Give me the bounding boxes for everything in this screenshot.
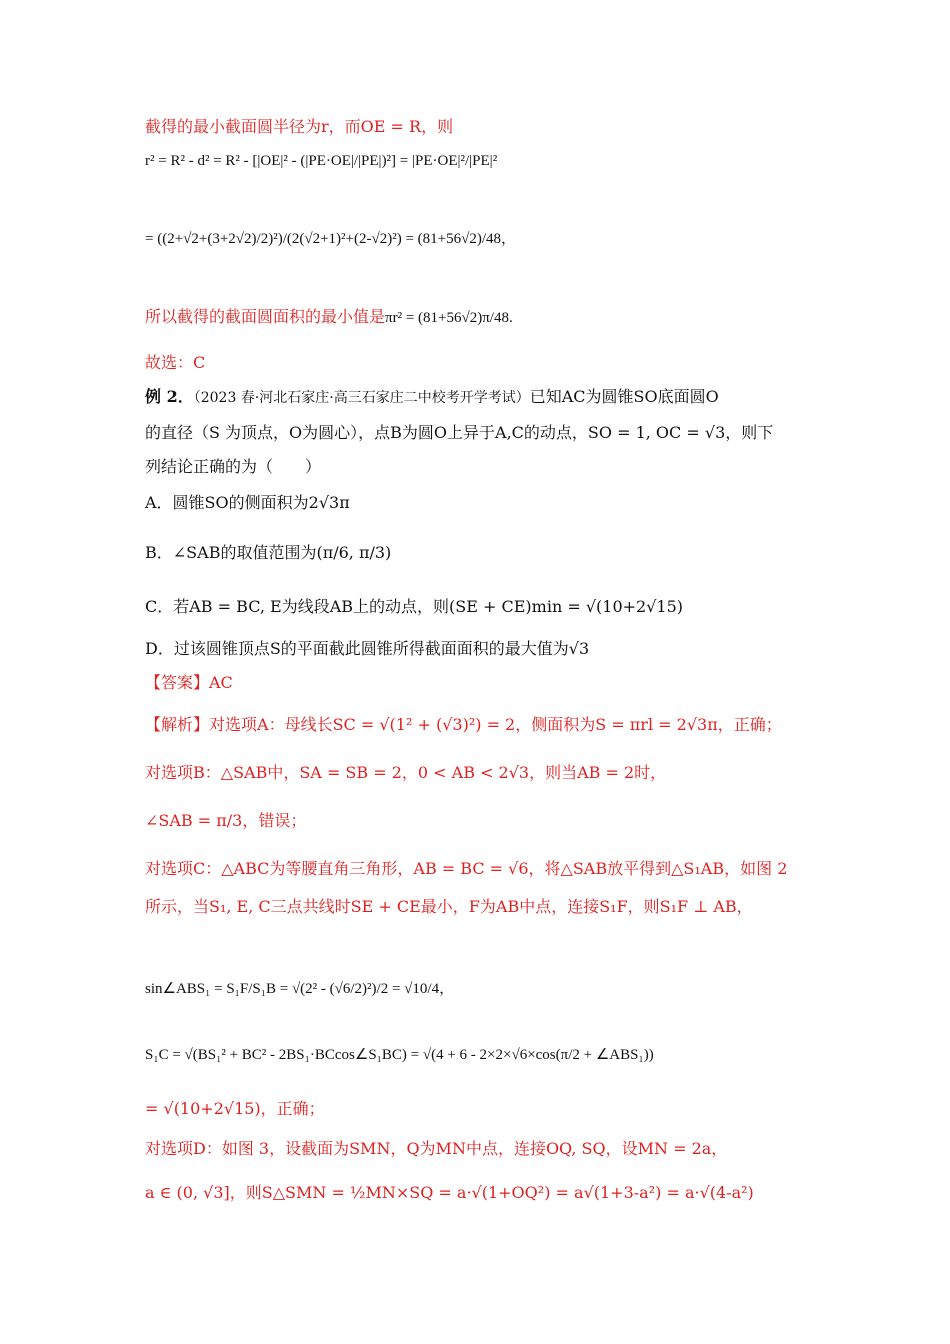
example-2-line-2 [145,422,830,444]
option-a-text: A．圆锥SO的侧面积为2√3π [145,493,350,512]
example-2-text-2: 的直径（S 为顶点，O为圆心），点B为圆O上异于A,C的动点，SO = 1, OC = √3，则下 [145,423,774,442]
analysis-c-1 [145,858,830,880]
analysis-a [145,714,830,736]
answer-line [145,672,830,694]
option-d [145,638,830,660]
analysis-c-text-5: = √(10+2√15)，正确； [145,1099,325,1118]
min-radius-text: 截得的最小截面圆半径为r，而OE = R，则 [145,117,454,136]
example-2-text-1: 已知AC为圆锥SO底面圆O [529,387,719,406]
min-radius-sentence [145,116,830,138]
analysis-b-1 [145,762,830,784]
radius-formula-text: r² = R² - d² = R² - [|OE|² - (|PE·OE|/|PE|)²] = |PE·OE|²/|PE|² [145,153,498,169]
analysis-b-text-1: 对选项B：△SAB中，SA = SB = 2，0 < AB < 2√3，则当AB = 2时， [145,763,667,782]
analysis-d-1 [145,1138,830,1160]
analysis-c-text-2: 所示，当S₁, E, C三点共线时SE + CE最小，F为AB中点，连接S₁F，则S₁F ⊥ AB， [145,897,753,916]
analysis-c-4 [145,1044,830,1066]
example-2-header [145,386,830,409]
example-2-label: 例 2． [145,387,194,406]
option-c-text: C．若AB = BC, E为线段AB上的动点，则(SE + CE)min = √(10+2√15) [145,597,684,616]
min-area-expr: πr² = (81+56√2)π/48. [385,310,513,326]
radius-value-formula [145,228,830,250]
choice-line [145,352,830,374]
example-2-line-3 [145,456,830,478]
analysis-c-5 [145,1098,830,1120]
analysis-c-2 [145,896,830,918]
analysis-label: 【解析】 [145,715,210,734]
analysis-d-text-2: a ∈ (0, √3]，则S△SMN = ½MN×SQ = a·√(1+OQ²) = a√(1+3-a²) = a·√(4-a²) [145,1183,754,1202]
option-b-prefix: B． [145,543,173,562]
analysis-c-3 [145,978,830,1000]
analysis-d-2 [145,1182,830,1204]
option-b [145,542,830,564]
analysis-b-text-2: ∠SAB = π/3，错误； [145,811,307,830]
answer-text: 【答案】AC [145,673,233,692]
choice-text: 故选：C [145,353,206,372]
example-2-text-3: 列结论正确的为（ ） [145,457,322,476]
analysis-c-text-4: S₁C = √(BS₁² + BC² - 2BS₁·BCcos∠S₁BC) = √(4 + 6 - 2×2×√6×cos(π/2 + ∠ABS₁)) [145,1047,654,1063]
radius-value-text: = ((2+√2+(3+2√2)/2)²)/(2(√2+1)²+(2-√2)²) = (81+56√2)/48， [145,231,517,247]
example-2-source: （2023 春·河北石家庄·高三石家庄二中校考开学考试） [193,390,530,406]
option-c [145,596,830,618]
radius-formula [145,150,830,172]
analysis-a-text: 对选项A：母线长SC = √(1² + (√3)²) = 2，侧面积为S = πrl = 2√3π，正确； [209,715,782,734]
min-area-prefix: 所以截得的截面圆面积的最小值是 [145,307,386,326]
analysis-b-2 [145,810,830,832]
option-a [145,492,830,514]
option-d-text: D．过该圆锥顶点S的平面截此圆锥所得截面面积的最大值为√3 [145,639,590,658]
analysis-d-text-1: 对选项D：如图 3，设截面为SMN，Q为MN中点，连接OQ, SQ，设MN = 2a， [145,1139,728,1158]
option-b-text: ∠SAB的取值范围为(π/6, π/3) [172,543,392,562]
analysis-c-text-1: 对选项C：△ABC为等腰直角三角形，AB = BC = √6，将△SAB放平得到△S₁AB，如图 2 [145,859,788,878]
min-area-sentence [145,306,830,329]
analysis-c-text-3: sin∠ABS₁ = S₁F/S₁B = √(2² - (√6/2)²)/2 = √10/4， [145,981,455,997]
